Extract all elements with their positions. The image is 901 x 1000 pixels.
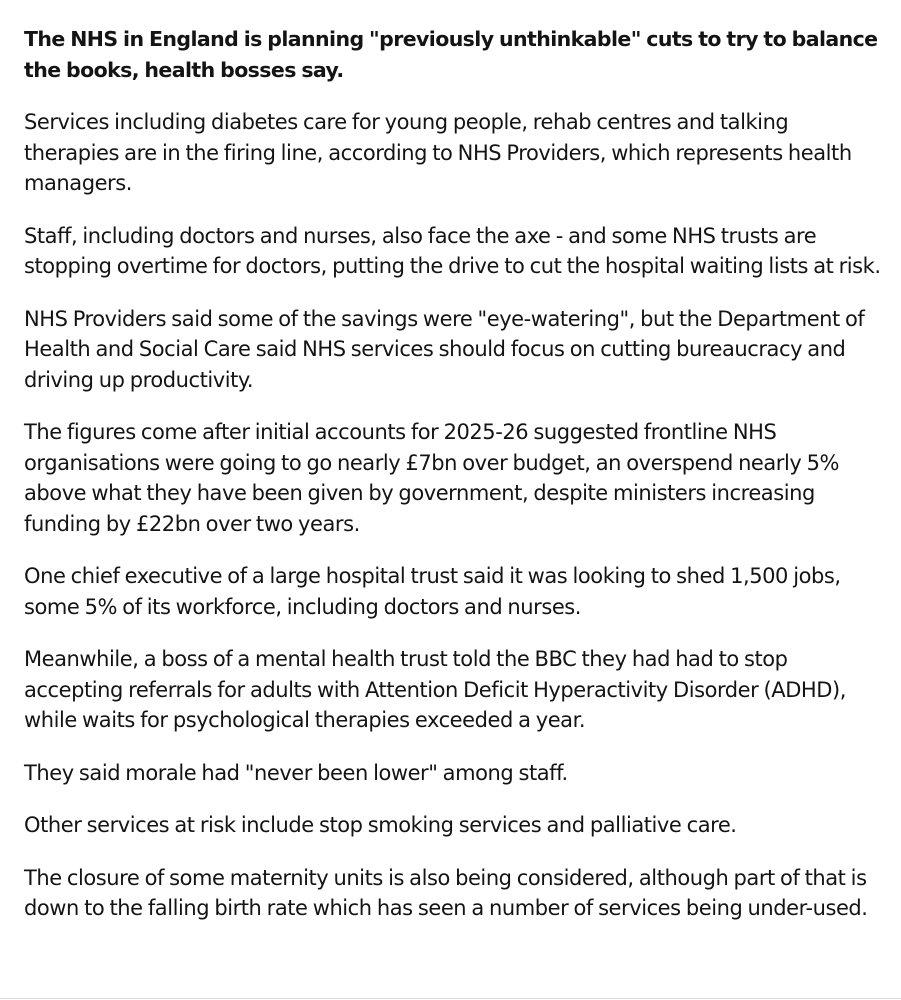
paragraph-maternity: The closure of some maternity units is also being considered, although part of that is down to the falling birth rate which has seen a number of services being under-used. xyxy=(24,865,868,920)
paragraph-savings: NHS Providers said some of the savings were "eye-watering", but the Department of Health and Social Care said NHS services should focus on cutting bureaucracy and driving up productivity. xyxy=(24,306,865,392)
paragraph-mental-health: Meanwhile, a boss of a mental health trust told the BBC they had had to stop accepting referrals for adults with Attention Deficit Hyperactivity Disorder (ADHD), while waits for psychological therapies exceeded a year. xyxy=(24,647,846,732)
paragraph-job-losses: One chief executive of a large hospital trust said it was looking to shed 1,500 jobs, some 5% of its workforce, including doctors and nurses. xyxy=(24,564,841,619)
paragraph-figures: The figures come after initial accounts for 2025-26 suggested frontline NHS organisations were going to go nearly £7bn over budget, an overspend nearly 5% above what they have been given by government, despite ministers increasing funding by £22bn over two years. xyxy=(24,420,839,536)
paragraph-staff-cuts: Staff, including doctors and nurses, also face the axe - and some NHS trusts are stopping overtime for doctors, putting the drive to cut the hospital waiting lists at risk. xyxy=(24,223,881,278)
paragraph-other-services: Other services at risk include stop smoking services and palliative care. xyxy=(24,813,737,837)
article-body xyxy=(24,24,884,946)
bottom-divider xyxy=(0,998,901,999)
article-lede: The NHS in England is planning "previously unthinkable" cuts to try to balance the books, health bosses say. xyxy=(24,27,878,82)
paragraph-morale: They said morale had "never been lower" among staff. xyxy=(24,760,568,785)
paragraph-services-at-risk: Services including diabetes care for young people, rehab centres and talking therapies are in the firing line, according to NHS Providers, which represents health managers. xyxy=(24,110,852,195)
